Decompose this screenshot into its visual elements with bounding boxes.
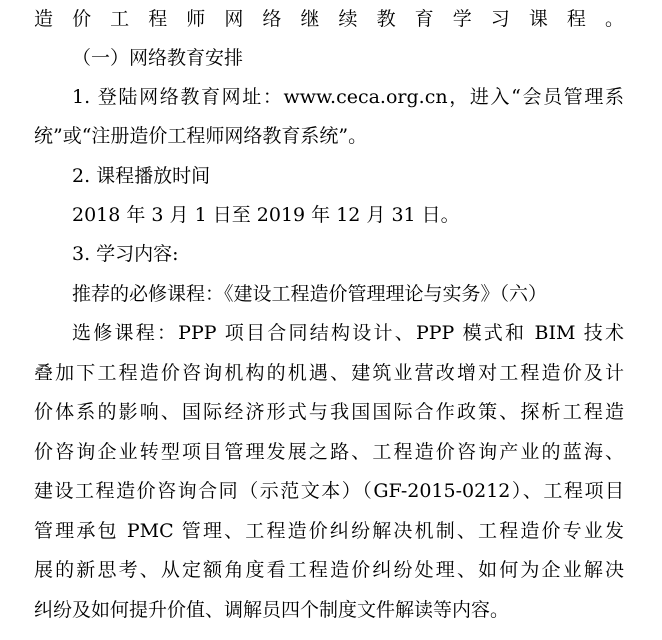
text-line-elective-7: 展的新思考、从定额角度看工程造价纠纷处理、如何为企业解决 — [34, 559, 624, 581]
text-line-elective-5: 建设工程造价咨询合同（示范文本）（GF-2015-0212）、工程项目 — [34, 480, 624, 502]
text-line-required-course: 推荐的必修课程：《建设工程造价管理理论与实务》（六） — [72, 283, 548, 305]
text-line-elective-4: 价咨询企业转型项目管理发展之路、工程造价咨询产业的蓝海、 — [34, 441, 624, 463]
text-line-login-url: 1. 登陆网络教育网址：www.ceca.org.cn，进入“会员管理系 — [72, 86, 624, 108]
text-line-elective-3: 价体系的影响、国际经济形式与我国国际合作政策、探析工程造 — [34, 401, 624, 423]
text-line-elective-2: 叠加下工程造价咨询机构的机遇、建筑业营改增对工程造价及计 — [34, 362, 624, 384]
text-line-elective-6: 管理承包 PMC 管理、工程造价纠纷解决机制、工程造价专业发 — [34, 520, 624, 542]
text-line-content-heading: 3. 学习内容: — [72, 243, 179, 265]
text-line-elective-1: 选修课程：PPP 项目合同结构设计、PPP 模式和 BIM 技术 — [72, 322, 624, 344]
text-line-schedule-heading: 2. 课程播放时间 — [72, 165, 211, 187]
text-line-login-url-cont: 统”或“注册造价工程师网络教育系统”。 — [34, 125, 368, 147]
text-line-elective-8: 纠纷及如何提升价值、调解员四个制度文件解读等内容。 — [34, 599, 510, 621]
section-heading-online-education: （一）网络教育安排 — [72, 47, 244, 69]
text-line-1: 造价工程师网络继续教育学习课程。 — [34, 8, 624, 30]
text-line-schedule-dates: 2018 年 3 月 1 日至 2019 年 12 月 31 日。 — [72, 204, 460, 226]
